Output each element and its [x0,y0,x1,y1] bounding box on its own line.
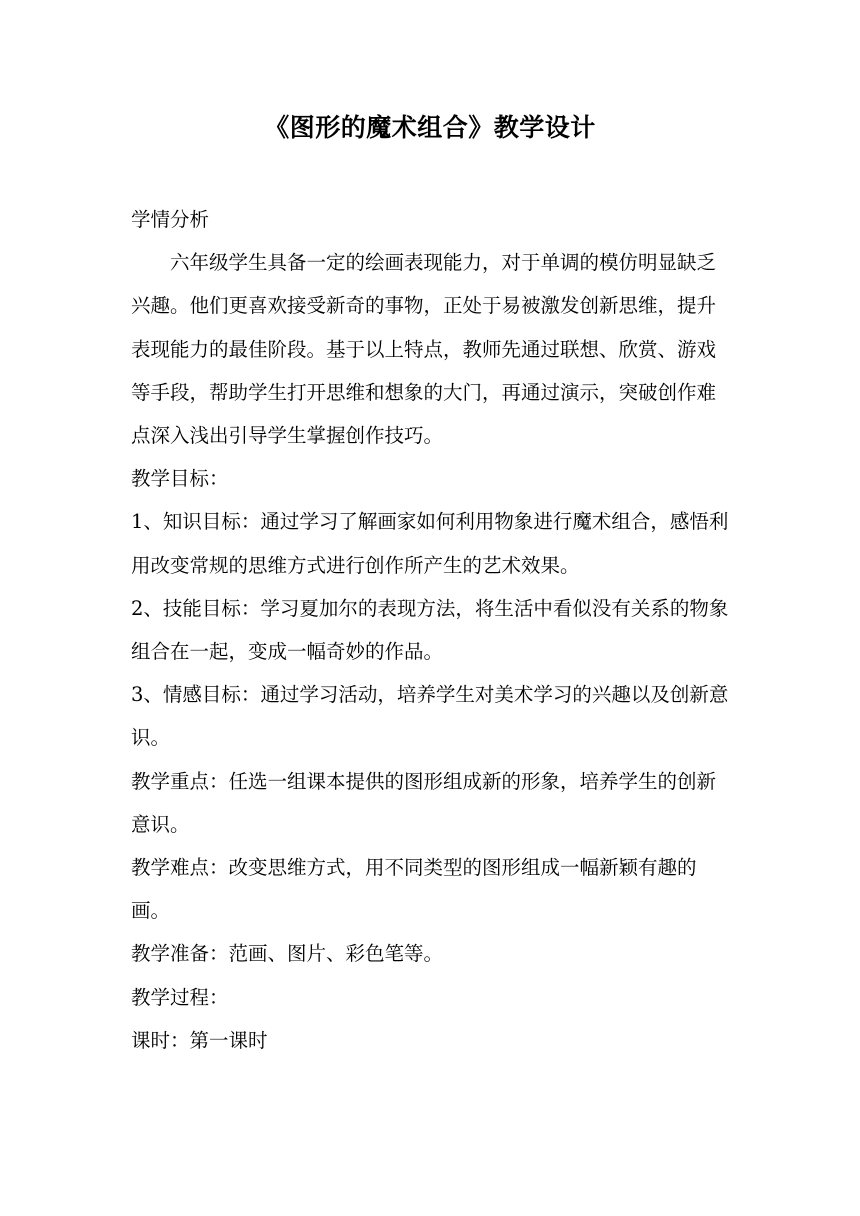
analysis-heading: 学情分析 [131,208,210,231]
goals-heading: 教学目标： [131,467,229,491]
goal-emotion: 3、情感目标：通过学习活动，培养学生对美术学习的兴趣以及创新意识。 [131,683,729,750]
key-point: 教学重点：任选一组课本提供的图形组成新的形象，培养学生的创新意识。 [131,769,717,836]
lesson-period: 课时：第一课时 [131,1028,268,1052]
document-title: 《图形的魔术组合》教学设计 [264,113,596,142]
difficulty: 教学难点：改变思维方式，用不同类型的图形组成一幅新颖有趣的画。 [131,856,697,923]
preparation: 教学准备：范画、图片、彩色笔等。 [131,942,444,966]
process-heading: 教学过程： [131,985,229,1009]
goal-skill: 2、技能目标：学习夏加尔的表现方法，将生活中看似没有关系的物象组合在一起，变成一幅奇妙的作品。 [131,596,729,664]
analysis-paragraph: 六年级学生具备一定的绘画表现能力，对于单调的模仿明显缺乏兴趣。他们更喜欢接受新奇的事物，正处于易被激发创新思维，提升表现能力的最佳阶段。基于以上特点，教师先通过联想、欣赏、游戏等手段，帮助学生打开思维和想象的大门，再通过演示，突破创作难点深入浅出引导学生掌握创作技巧。 [131,251,717,448]
goal-knowledge: 1、知识目标：通过学习了解画家如何利用物象进行魔术组合，感悟利用改变常规的思维方式进行创作所产生的艺术效果。 [131,510,729,577]
document-body [131,198,731,1062]
